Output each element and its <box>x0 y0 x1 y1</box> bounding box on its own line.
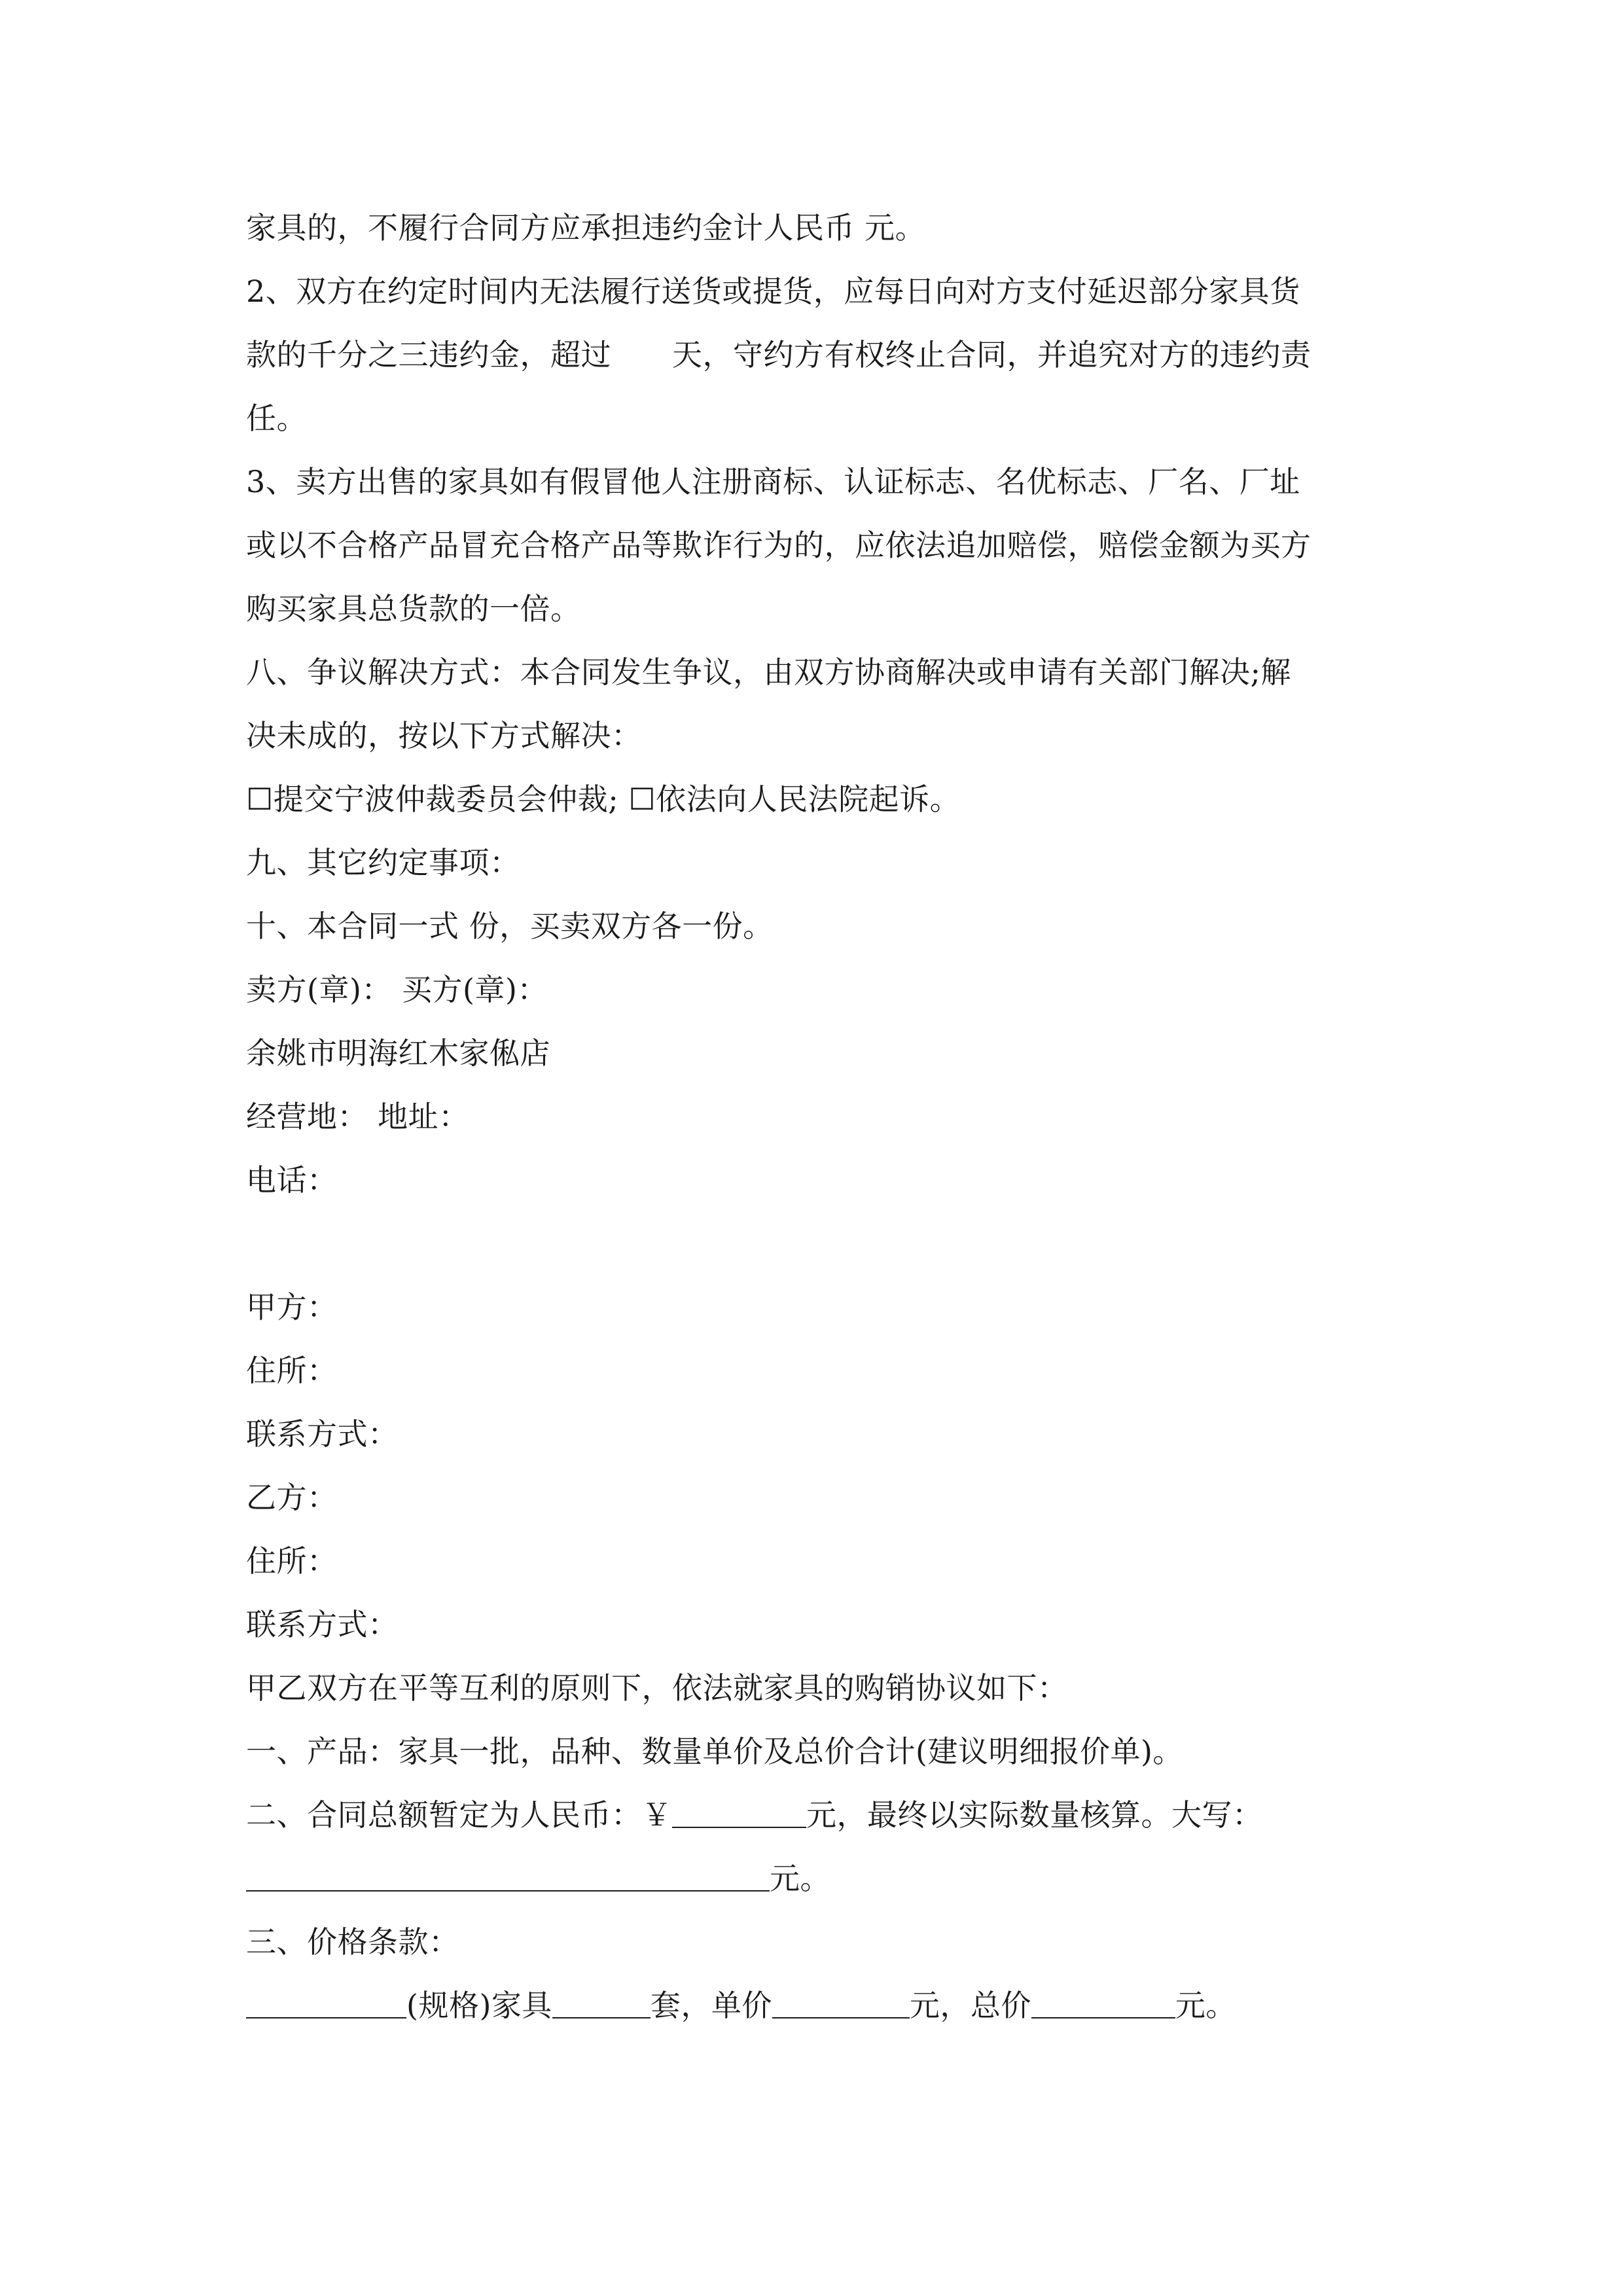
text-line: 甲乙双方在平等互利的原则下，依法就家具的购销协议如下： <box>246 1670 1068 1706</box>
text-span: 二、合同总额暂定为人民币：￥ <box>246 1797 672 1833</box>
text-line: 十、本合同一式 份，买卖双方各一份。 <box>246 908 774 944</box>
dispute-options-line: ☐提交宁波仲裁委员会仲裁; ☐依法向人民法院起诉。 <box>246 781 961 817</box>
text-span: 元。 <box>770 1861 830 1896</box>
text-span: 套，单价 <box>650 1988 772 2023</box>
amount-blank[interactable] <box>672 1789 806 1828</box>
unit-price-blank[interactable] <box>772 1979 910 2018</box>
blank-gap <box>246 1212 1378 1276</box>
text-span: 元，总价 <box>909 1988 1031 2023</box>
party-a-contact: 联系方式： <box>246 1416 399 1452</box>
seal-line: 卖方(章)： 买方(章)： <box>246 972 548 1007</box>
text-line: 或以不合格产品冒充合格产品等欺诈行为的，应依法追加赔偿，赔偿金额为买方 <box>246 528 1311 563</box>
text-span: (规格)家具 <box>406 1988 552 2023</box>
section-heading: 三、价格条款： <box>246 1924 459 1960</box>
party-b-address: 住所： <box>246 1543 338 1579</box>
total-amount-line <box>246 1784 1378 1847</box>
text-span: 元。 <box>1175 1988 1236 2023</box>
party-b-label: 乙方： <box>246 1480 338 1515</box>
text-line: 2、双方在约定时间内无法履行送货或提货，应每日向对方支付延迟部分家具货 <box>246 274 1300 309</box>
party-a-label: 甲方： <box>246 1289 338 1325</box>
quantity-blank[interactable] <box>552 1979 651 2018</box>
text-span: 元，最终以实际数量核算。大写： <box>806 1797 1263 1833</box>
total-price-blank[interactable] <box>1031 1979 1175 2018</box>
party-b-contact: 联系方式： <box>246 1607 399 1642</box>
text-line: 购买家具总货款的一倍。 <box>246 591 581 626</box>
text-line: 家具的，不履行合同方应承担违约金计人民币 元。 <box>246 210 926 245</box>
text-line: 一、产品：家具一批，品种、数量单价及总价合计(建议明细报价单)。 <box>246 1734 1183 1769</box>
price-terms-line <box>246 1974 1378 2037</box>
phone-line: 电话： <box>246 1162 338 1198</box>
amount-words-blank[interactable] <box>246 1852 770 1892</box>
address-line: 经营地： 地址： <box>246 1099 469 1134</box>
seller-name: 余姚市明海红木家俬店 <box>246 1035 550 1071</box>
text-line: 八、争议解决方式：本合同发生争议，由双方协商解决或申请有关部门解决;解 <box>246 655 1291 690</box>
text-line: 任。 <box>246 401 307 436</box>
party-a-address: 住所： <box>246 1353 338 1388</box>
text-line: 决未成的，按以下方式解决： <box>246 718 642 753</box>
text-line: 九、其它约定事项： <box>246 845 520 880</box>
text-line: 款的千分之三违约金，超过 天，守约方有权终止合同，并追究对方的违约责 <box>246 337 1311 372</box>
contract-text <box>246 196 1378 2037</box>
amount-words-line <box>246 1847 1378 1910</box>
text-line: 3、卖方出售的家具如有假冒他人注册商标、认证标志、名优标志、厂名、厂址 <box>246 464 1300 499</box>
spec-blank[interactable] <box>246 1979 406 2018</box>
